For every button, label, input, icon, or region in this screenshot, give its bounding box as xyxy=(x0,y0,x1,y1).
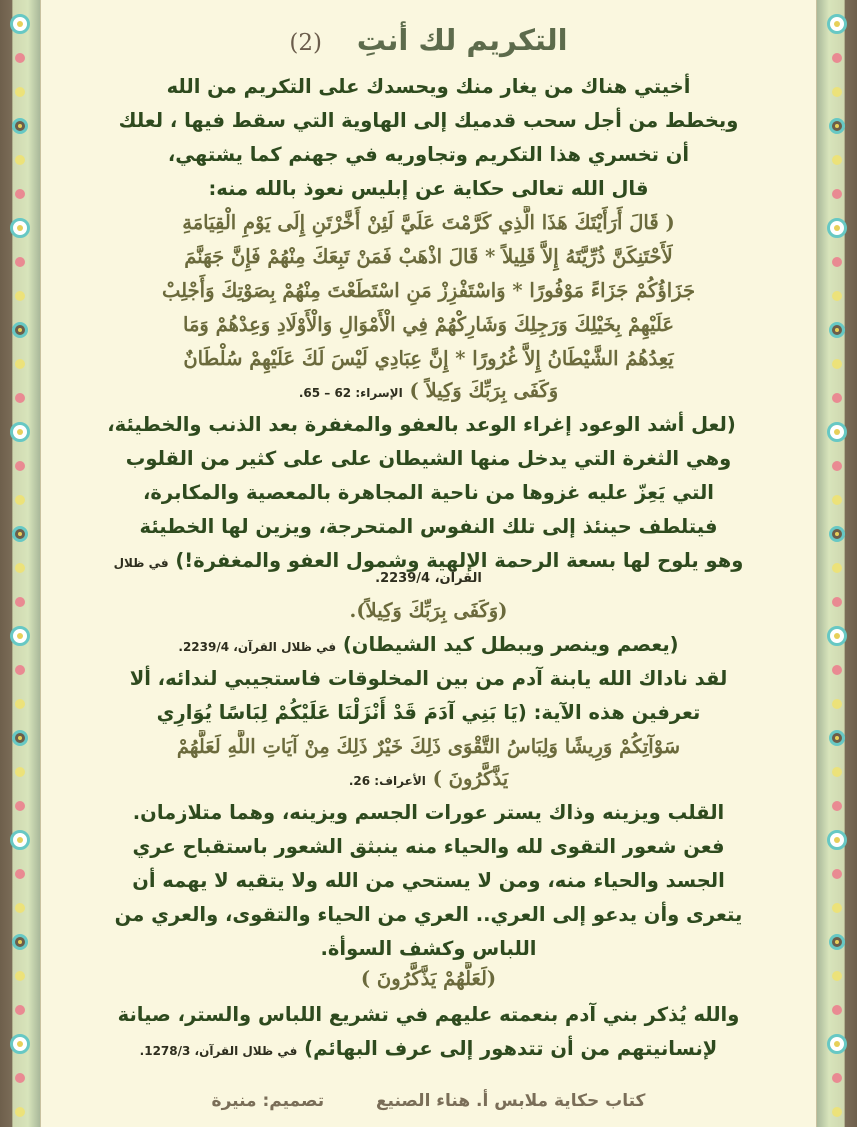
verse-line: عَلَيْهِمْ بِخَيْلِكَ وَرَجِلِكَ وَشَارِكْهُمْ فِي الْأَمْوَالِ وَالْأَوْلَادِ وَعِدْهُمْ وَمَا xyxy=(183,313,674,336)
yellow-dot-icon xyxy=(832,1107,842,1117)
protect-line xyxy=(63,628,794,664)
yellow-dot-icon xyxy=(832,903,842,913)
yellow-dot-icon xyxy=(832,359,842,369)
intro-line: أن تخسري هذا التكريم وتجاوريه في جهنم كما يشتهي، xyxy=(167,143,690,166)
closing-last: لإنسانيتهم من أن تتدهور إلى عرف البهائم) xyxy=(304,1037,718,1060)
verse-end: وَكَفَى بِرَبِّكَ وَكِيلاً ) xyxy=(409,379,559,402)
commentary-line: التي يَعِزّ عليه غزوها من ناحية المجاهرة بالمعصية والمكابرة، xyxy=(143,481,714,504)
pink-dot-icon xyxy=(15,869,25,879)
ring-icon xyxy=(827,626,847,646)
yellow-dot-icon xyxy=(15,291,25,301)
verse-line: يَعِدُهُمُ الشَّيْطَانُ إِلاَّ غُرُورًا * إِنَّ عِبَادِي لَيْسَ لَكَ عَلَيْهِمْ سُلْطَانٌ xyxy=(183,347,674,370)
protect-text: (يعصم وينصر ويبطل كيد الشيطان) xyxy=(342,633,679,656)
verse-reference: الإسراء: 62 – 65. xyxy=(298,386,403,400)
document-page xyxy=(40,0,817,1127)
footer-book: كتاب حكاية ملابس أ. هناء الصنيع xyxy=(375,1091,646,1111)
ring-icon xyxy=(10,830,30,850)
verse-line: لَأَحْتَنِكَنَّ ذُرِّيَّتَهُ إِلاَّ قَلِيلاً * قَالَ اذْهَبْ فَمَنْ تَبِعَكَ مِنْهُمْ فَإِنَّ جَهَنَّمَ xyxy=(184,245,673,268)
pink-dot-icon xyxy=(832,1073,842,1083)
ring-icon xyxy=(12,322,28,338)
explanation-line: الجسد والحياء منه، ومن لا يستحي من الله ولا يتقيه لا يهمه أن xyxy=(132,869,725,892)
verse-araf-end-line xyxy=(63,762,794,798)
verse-araf-end: يَذَّكَّرُونَ ) xyxy=(432,767,509,790)
verse-line: ( قَالَ أَرَأَيْتَكَ هَذَا الَّذِي كَرَّمْتَ عَلَيَّ لَئِنْ أَخَّرْتَنِ إِلَى يَوْمِ الْقِيَامَةِ xyxy=(182,211,675,234)
explanation-line: يتعرى وأن يدعو إلى العري.. العري من الحياء والتقوى، والعري من xyxy=(114,903,743,926)
yellow-dot-icon xyxy=(832,563,842,573)
pink-dot-icon xyxy=(15,461,25,471)
ring-icon xyxy=(827,218,847,238)
pink-dot-icon xyxy=(15,1005,25,1015)
ring-icon xyxy=(827,1034,847,1054)
ring-icon xyxy=(829,526,845,542)
intro-line: أخيتي هناك من يغار منك ويحسدك على التكريم من الله xyxy=(166,75,691,98)
yellow-dot-icon xyxy=(15,903,25,913)
pink-dot-icon xyxy=(15,257,25,267)
pink-dot-icon xyxy=(832,189,842,199)
verse-kafa: (وَكَفَى بِرَبِّكَ وَكِيلاً). xyxy=(349,599,508,622)
pink-dot-icon xyxy=(15,393,25,403)
pink-dot-icon xyxy=(15,597,25,607)
page-title xyxy=(63,18,794,66)
closing-reference: في ظلال القرآن، 1278/3. xyxy=(139,1044,298,1058)
yellow-dot-icon xyxy=(15,971,25,981)
pink-dot-icon xyxy=(15,1073,25,1083)
title-main: التكريم لك أنتِ xyxy=(356,23,568,57)
closing-line: والله يُذكر بني آدم بنعمته عليهم في تشريع اللباس والستر، صيانة xyxy=(117,1003,740,1026)
intro-line: قال الله تعالى حكاية عن إبليس نعوذ بالله منه: xyxy=(208,177,649,200)
ring-icon xyxy=(10,422,30,442)
ring-icon xyxy=(12,730,28,746)
verse-araf-reference: الأعراف: 26. xyxy=(348,774,426,788)
explanation-line: القلب ويزينه وذاك يستر عورات الجسم ويزينه، وهما متلازمان. xyxy=(132,801,725,824)
yellow-dot-icon xyxy=(15,155,25,165)
yellow-dot-icon xyxy=(832,495,842,505)
ring-icon xyxy=(829,322,845,338)
verse-end-line xyxy=(63,374,794,410)
commentary-reference-b: القرآن، 2239/4. xyxy=(375,571,482,586)
pink-dot-icon xyxy=(832,257,842,267)
yellow-dot-icon xyxy=(15,495,25,505)
yellow-dot-icon xyxy=(15,699,25,709)
ring-icon xyxy=(829,730,845,746)
ring-icon xyxy=(10,14,30,34)
pink-dot-icon xyxy=(832,53,842,63)
call-line: لقد ناداك الله يابنة آدم من بين المخلوقات فاستجيبي لندائه، ألا xyxy=(129,667,728,690)
verse-short: (لَعَلَّهُمْ يَذَّكَّرُونَ ) xyxy=(360,967,497,990)
ring-icon xyxy=(12,934,28,950)
ring-icon xyxy=(827,14,847,34)
verse-araf: سَوْآتِكُمْ وَرِيشًا وَلِبَاسُ التَّقْوَى ذَلِكَ خَيْرٌ ذَلِكَ مِنْ آيَاتِ اللَّهِ لَعَلَّهُمْ xyxy=(176,735,681,758)
yellow-dot-icon xyxy=(832,291,842,301)
commentary-reference-a: في ظلال xyxy=(113,556,169,570)
ring-icon xyxy=(12,526,28,542)
ring-icon xyxy=(10,626,30,646)
pink-dot-icon xyxy=(832,869,842,879)
ring-icon xyxy=(10,1034,30,1054)
commentary-line: فيتلطف حينئذ إلى تلك النفوس المتحرجة، ويزين لها الخطيئة xyxy=(139,515,718,538)
yellow-dot-icon xyxy=(15,87,25,97)
commentary-line: (لعل أشد الوعود إغراء الوعد بالعفو والمغفرة بعد الذنب والخطيئة، xyxy=(107,413,736,436)
pink-dot-icon xyxy=(832,597,842,607)
pink-dot-icon xyxy=(15,665,25,675)
ring-icon xyxy=(827,830,847,850)
yellow-dot-icon xyxy=(15,1107,25,1117)
pink-dot-icon xyxy=(832,1005,842,1015)
yellow-dot-icon xyxy=(15,359,25,369)
protect-reference: في ظلال القرآن، 2239/4. xyxy=(178,640,337,654)
ring-icon xyxy=(10,218,30,238)
ring-icon xyxy=(827,422,847,442)
commentary-last: وهو يلوح لها بسعة الرحمة الإلهية وشمول العفو والمغفرة!) xyxy=(175,549,744,572)
pink-dot-icon xyxy=(832,461,842,471)
footer-design: تصميم: منيرة xyxy=(211,1091,325,1111)
ring-icon xyxy=(829,118,845,134)
pink-dot-icon xyxy=(15,801,25,811)
closing-last-line xyxy=(63,1032,794,1068)
verse-line: جَزَاؤُكُمْ جَزَاءً مَوْفُورًا * وَاسْتَفْزِزْ مَنِ اسْتَطَعْتَ مِنْهُمْ بِصَوْتِكَ وَأَجْلِبْ xyxy=(162,279,695,302)
pink-dot-icon xyxy=(832,665,842,675)
yellow-dot-icon xyxy=(832,87,842,97)
yellow-dot-icon xyxy=(15,563,25,573)
commentary-line: وهي الثغرة التي يدخل منها الشيطان على على كثير من القلوب xyxy=(125,447,732,470)
footer xyxy=(63,1084,794,1118)
yellow-dot-icon xyxy=(832,971,842,981)
yellow-dot-icon xyxy=(832,155,842,165)
pink-dot-icon xyxy=(832,801,842,811)
call-line: تعرفين هذه الآية: (يَا بَنِي آدَمَ قَدْ أَنْزَلْنَا عَلَيْكُمْ لِبَاسًا يُوَارِي xyxy=(156,701,701,724)
yellow-dot-icon xyxy=(15,767,25,777)
pink-dot-icon xyxy=(15,53,25,63)
yellow-dot-icon xyxy=(832,699,842,709)
pink-dot-icon xyxy=(15,189,25,199)
ring-icon xyxy=(829,934,845,950)
title-number: (2) xyxy=(289,30,322,56)
ring-icon xyxy=(12,118,28,134)
yellow-dot-icon xyxy=(832,767,842,777)
pink-dot-icon xyxy=(832,393,842,403)
document-content xyxy=(41,0,816,1127)
explanation-line: اللباس وكشف السوأة. xyxy=(320,937,537,960)
explanation-line: فعن شعور التقوى لله والحياء منه ينبثق الشعور باستقباح عري xyxy=(132,835,725,858)
intro-line: ويخطط من أجل سحب قدميك إلى الهاوية التي سقط فيها ، لعلك xyxy=(118,109,739,132)
